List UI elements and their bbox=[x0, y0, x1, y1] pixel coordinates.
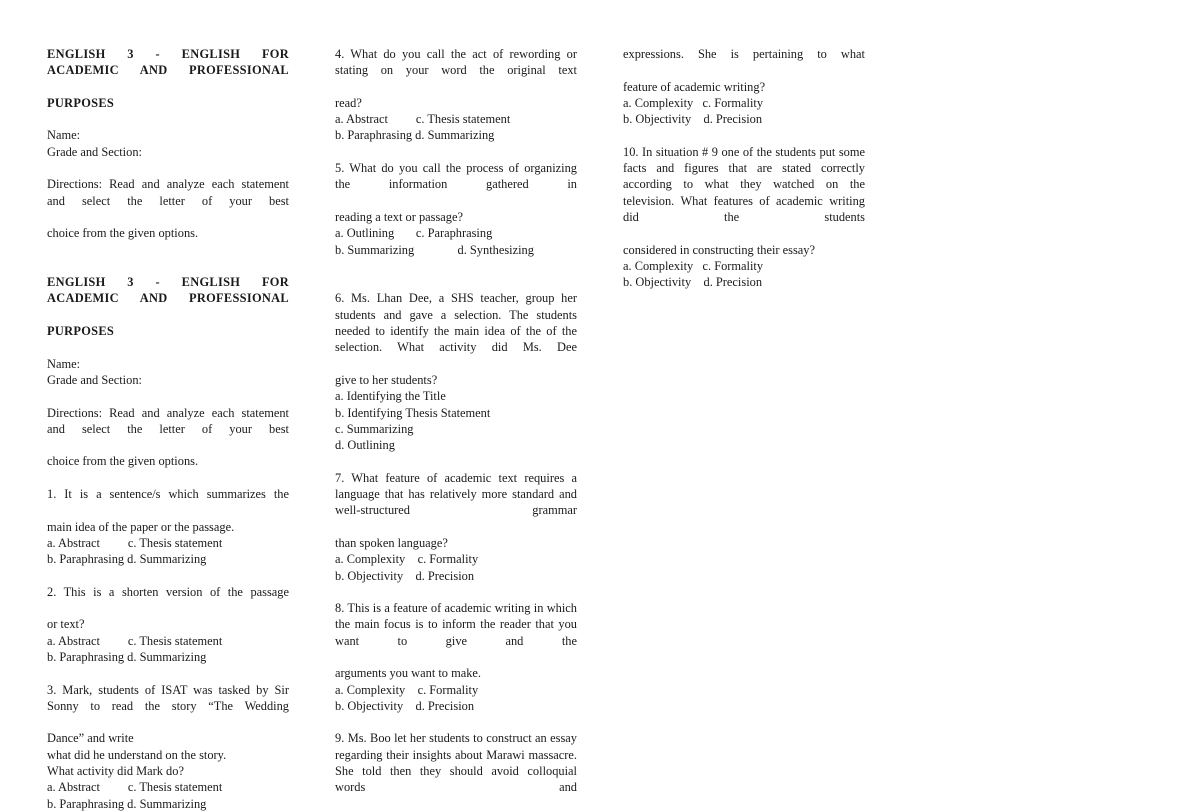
page-title-last: PURPOSES bbox=[47, 95, 115, 110]
name-label: Name: bbox=[47, 128, 81, 143]
question-7 bbox=[335, 470, 577, 584]
question-stem-last: main idea of the paper or the passage. bbox=[47, 519, 235, 534]
question-stem: 7. What feature of academic text requires a language that has relatively more standard and well-structured grammar bbox=[335, 470, 577, 518]
question-option: b. Paraphrasing d. Summarizing bbox=[47, 552, 207, 567]
question-option: b. Paraphrasing d. Summarizing bbox=[47, 649, 207, 664]
question-stem: 3. Mark, students of ISAT was tasked by Sir Sonny to read the story “The Wedding bbox=[47, 682, 289, 713]
question-5 bbox=[335, 160, 577, 258]
question-3 bbox=[47, 682, 289, 812]
question-stem-last: read? bbox=[335, 95, 362, 110]
name-label: Name: bbox=[47, 356, 81, 371]
question-stem: 10. In situation # 9 one of the students put some facts and figures that are stated correctly according to what they watched on the television. What features of academic writing did the students bbox=[623, 144, 865, 224]
directions-text: Directions: Read and analyze each statement and select the letter of your best bbox=[47, 177, 289, 208]
question-stem-line: What activity did Mark do? bbox=[47, 764, 184, 779]
column-1 bbox=[47, 46, 289, 812]
question-option: b. Objectivity d. Precision bbox=[623, 112, 763, 127]
header-block-2 bbox=[47, 274, 289, 470]
directions-text-last: choice from the given options. bbox=[47, 454, 199, 469]
question-6 bbox=[335, 290, 577, 453]
directions-text: Directions: Read and analyze each statement and select the letter of your best bbox=[47, 405, 289, 436]
question-9-part-2 bbox=[623, 46, 865, 127]
question-stem-last: reading a text or passage? bbox=[335, 209, 463, 224]
question-stem-last: feature of academic writing? bbox=[623, 79, 766, 94]
question-option: b. Objectivity d. Precision bbox=[623, 275, 763, 290]
question-option: b. Summarizing d. Synthesizing bbox=[335, 242, 534, 257]
question-option: b. Objectivity d. Precision bbox=[335, 568, 475, 583]
question-4 bbox=[335, 46, 577, 144]
question-stem: 2. This is a shorten version of the passage bbox=[47, 584, 289, 599]
question-stem-last: or text? bbox=[47, 617, 85, 632]
question-stem: 9. Ms. Boo let her students to construct an essay regarding their insights about Marawi massacre. She told then they should avoid colloquial words and bbox=[335, 731, 577, 795]
question-option: b. Objectivity d. Precision bbox=[335, 698, 475, 713]
question-option: a. Abstract c. Thesis statement bbox=[47, 535, 223, 550]
question-option: a. Complexity c. Formality bbox=[335, 552, 479, 567]
column-2 bbox=[335, 46, 577, 812]
question-9-part-1 bbox=[335, 730, 577, 811]
question-option: a. Complexity c. Formality bbox=[335, 682, 479, 697]
question-stem-last: Dance” and write bbox=[47, 731, 134, 746]
question-stem: 8. This is a feature of academic writing in which the main focus is to inform the reader that you want to give and the bbox=[335, 601, 577, 648]
question-2 bbox=[47, 584, 289, 665]
question-stem-last: considered in constructing their essay? bbox=[623, 242, 815, 257]
question-stem-last: arguments you want to make. bbox=[335, 666, 482, 681]
question-option: a. Abstract c. Thesis statement bbox=[335, 112, 511, 127]
question-stem: 6. Ms. Lhan Dee, a SHS teacher, group her students and gave a selection. The students needed to identify the main idea of the of the selection. What activity did Ms. Dee bbox=[335, 291, 577, 355]
question-option: b. Identifying Thesis Statement bbox=[335, 405, 491, 420]
page-title-last: PURPOSES bbox=[47, 324, 115, 339]
question-stem-last: give to her students? bbox=[335, 372, 438, 387]
grade-section-label: Grade and Section: bbox=[47, 372, 142, 387]
grade-section-label: Grade and Section: bbox=[47, 144, 142, 159]
question-option: a. Outlining c. Paraphrasing bbox=[335, 226, 493, 241]
question-option: a. Identifying the Title bbox=[335, 389, 446, 404]
question-option: d. Outlining bbox=[335, 438, 395, 453]
question-option: a. Complexity c. Formality bbox=[623, 95, 764, 110]
column-3 bbox=[623, 46, 865, 290]
question-10 bbox=[623, 144, 865, 291]
question-option: a. Complexity c. Formality bbox=[623, 258, 764, 273]
question-stem: 5. What do you call the process of organizing the information gathered in bbox=[335, 161, 577, 192]
question-1 bbox=[47, 486, 289, 567]
question-option: b. Paraphrasing d. Summarizing bbox=[47, 796, 207, 811]
header-block-1 bbox=[47, 46, 289, 242]
question-stem-last: than spoken language? bbox=[335, 535, 448, 550]
question-stem: 1. It is a sentence/s which summarizes the bbox=[47, 487, 289, 502]
page-title: ENGLISH 3 - ENGLISH FOR ACADEMIC AND PROFESSIONAL bbox=[47, 275, 289, 306]
question-stem: 4. What do you call the act of rewording or stating on your word the original text bbox=[335, 47, 577, 78]
directions-text-last: choice from the given options. bbox=[47, 226, 199, 241]
question-stem-line: what did he understand on the story. bbox=[47, 747, 227, 762]
question-option: c. Summarizing bbox=[335, 421, 414, 436]
page-title: ENGLISH 3 - ENGLISH FOR ACADEMIC AND PROFESSIONAL bbox=[47, 47, 289, 78]
question-stem-continued: expressions. She is pertaining to what bbox=[623, 47, 865, 61]
question-option: a. Abstract c. Thesis statement bbox=[47, 780, 223, 795]
question-8 bbox=[335, 600, 577, 714]
question-option: b. Paraphrasing d. Summarizing bbox=[335, 128, 495, 143]
question-option: a. Abstract c. Thesis statement bbox=[47, 633, 223, 648]
